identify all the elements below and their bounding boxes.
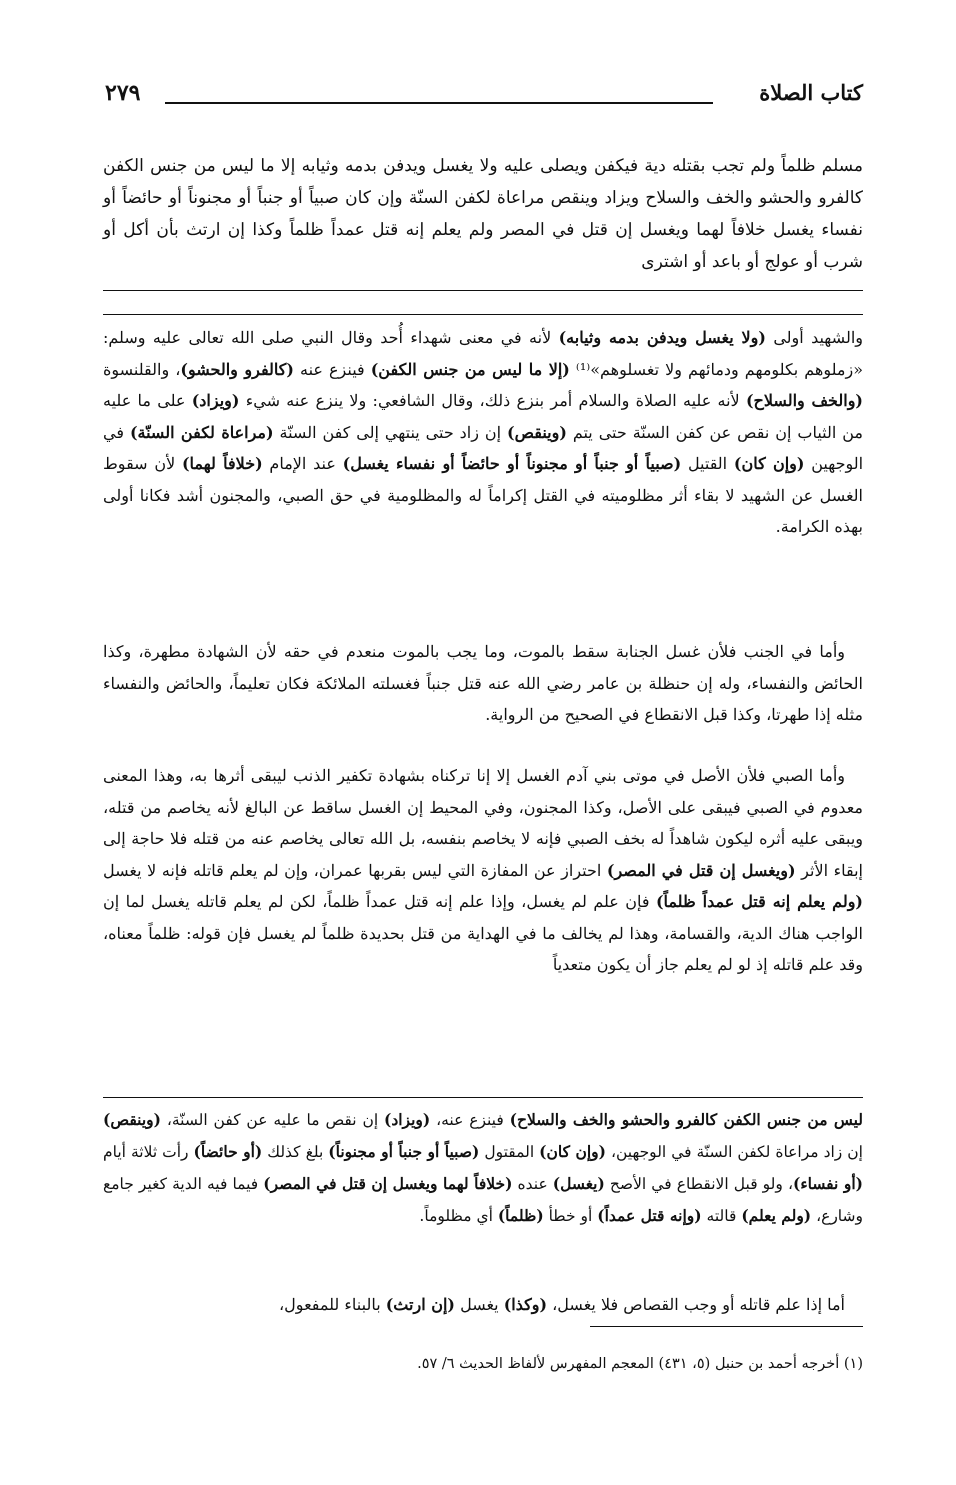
bold-matn-quote: (وإن كان) (539, 1142, 606, 1161)
sharh-paragraph-1 (103, 322, 863, 543)
bold-matn-quote: (خلافاً لهما) (181, 454, 263, 473)
text-run: إن زاد مراعاة لكفن السنّة في الوجهين، (605, 1143, 863, 1161)
bold-matn-quote: (ظلماً) (497, 1206, 544, 1225)
page-number: ٢٧٩ (105, 80, 141, 106)
matn-text (103, 150, 863, 278)
text-run: لأنه عليه الصلاة والسلام أمر بنزع ذلك، وقال الشافعي: ولا ينزع عنه شيء (239, 391, 746, 410)
hashiya-last-line (103, 1290, 863, 1320)
text-run: ⁽¹⁾ (575, 359, 591, 379)
text-run: على ما عليه من الثياب إن نقص عن كفن السنّة حتى يتم (103, 391, 863, 442)
book-title: كتاب الصلاة (759, 80, 863, 105)
sharh-paragraph-3 (103, 760, 863, 981)
footnote-rule (590, 1326, 863, 1327)
text-run: أو خطأ (543, 1207, 598, 1225)
text-run: أما إذا علم قاتله أو وجب القصاص فلا يغسل، (547, 1295, 845, 1314)
text-run: المقتول (479, 1143, 540, 1161)
footnote-text: (١) أخرجه أحمد بن حنبل (٥، ٤٣١) المعجم المفهرس لألفاظ الحديث ٦/ ٥٧. (417, 1356, 863, 1372)
sharh-paragraph-2: وأما في الجنب فلأن غسل الجنابة سقط بالموت، وما يجب بالموت منعدم في حقه لأن الشهادة مطهرة، وكذا الحائض والنفساء، وله إن حنظلة بن عامر رضي الله عنه قتل جنباً فغسلته الملائكة فكان تعليماً، والحائض والنفساء مثله إذا طهرتا، وكذا قبل الانقطاع في الصحيح من الرواية. (103, 642, 864, 724)
text-run: ، ولو قبل الانقطاع في الأصح (604, 1175, 793, 1193)
hashiya-last-block (103, 1290, 863, 1320)
text-run: لأن سقوط الغسل عن الشهيد لا بقاء أثر مظلوميته في القتل إكراماً له والمظلومية في حق الصبي، والمجنون أشد فكانا أولى بهذه الكرامة. (103, 454, 864, 536)
bold-matn-quote: (وإنه قتل عمداً) (597, 1206, 702, 1225)
footnote (103, 1350, 863, 1378)
bold-matn-quote: (كالفرو والحشو) (180, 359, 294, 379)
text-run: إن زاد حتى ينتهي إلى كفن السنّة (273, 422, 508, 442)
bold-matn-quote: (ولم يعلم) (741, 1206, 812, 1225)
text-run: فيما فيه الدية كغير جامع وشارع، (103, 1175, 863, 1225)
bold-matn-quote: (وكذا) (503, 1295, 548, 1314)
bold-matn-quote: (إلا ما ليس من جنس الكفن) (370, 359, 570, 379)
bold-matn-quote: (ويزاد) (384, 1110, 431, 1129)
matn-paragraph: مسلم ظلماً ولم تجب بقتله دية فيكفن ويصلى عليه ولا يغسل ويدفن بدمه وثيابه إلا ما ليس من جنس الكفن كالفرو والحشو والخف والسلاح ويزاد وينقص مراعاة لكفن السنّة وإن كان صبياً أو جنباً أو مجنوناً أو حائضاً أو نفساء يغسل خلافاً لهما ويغسل إن قتل في المصر ولم يعلم إنه قتل عمداً ظلماً وكذا إن ارتث بأن أكل أو شرب أو عولج أو باعد أو اشترى (103, 156, 863, 272)
bold-matn-quote: (صبياً أو جنباً أو مجنوناً) (328, 1142, 480, 1161)
bold-matn-quote: ليس من جنس الكفن كالفرو والحشو والخف والسلاح) (509, 1110, 863, 1129)
bold-matn-quote: (مراعاة لكفن السنّة) (129, 422, 274, 442)
bold-matn-quote: (صبياً أو جنباً أو مجنوناً أو حائضاً أو نفساء يغسل) (342, 454, 682, 473)
text-run: يغسل (454, 1295, 504, 1314)
bold-matn-quote: (وينقص) (103, 1110, 161, 1129)
bold-matn-quote: (ويزاد) (191, 391, 240, 410)
sharh-block-2 (103, 636, 863, 731)
text-run: القتيل (681, 454, 734, 473)
running-header (105, 80, 863, 114)
bold-matn-quote: (يغسل) (552, 1174, 605, 1193)
text-run: احتراز عن المفازة التي ليس بقربها عمران، وإن لم يعلم قاتله فإنه لا يغسل (103, 860, 607, 880)
text-run: بالبناء للمفعول، (279, 1295, 386, 1314)
bold-matn-quote: (وينقص) (507, 422, 567, 442)
bold-matn-quote: (أو نفساء) (792, 1174, 863, 1193)
bold-matn-quote: (ويغسل إن قتل في المصر) (606, 860, 796, 880)
text-run: في الوجهين (103, 422, 864, 473)
text-run: بلغ كذلك (262, 1143, 329, 1161)
text-run: عنده (512, 1175, 553, 1193)
text-run: عند الإمام (262, 454, 343, 473)
hashiya-block (103, 1104, 863, 1232)
text-run: قالته (701, 1207, 742, 1225)
sharh-block-3 (103, 760, 863, 981)
bold-matn-quote: (وإن كان) (733, 454, 805, 473)
hashiya-paragraph (103, 1104, 863, 1232)
bold-matn-quote: (أو حائضاً) (193, 1142, 263, 1161)
text-run: رأت ثلاثة أيام (103, 1143, 194, 1161)
text-run: إن نقص ما عليه عن كفن السنّة، (160, 1111, 384, 1129)
bold-matn-quote: (والخف والسلاح) (745, 391, 864, 410)
sharh-top-rule (103, 314, 863, 315)
text-run: فينزع عنه، (430, 1111, 510, 1129)
text-run: فينزع عنه (293, 359, 371, 379)
text-run: فإن علم لم يغسل، وإذا علم إنه قتل عمداً ظلماً، لكن لم يعلم قاتله يغسل لما إن الواجب هناك الدية، والقسامة، وهذا لم يخالف ما في الهداية من قتل بحديدة ظلماً لم يغسل فإن قوله: ظلماً معناه، وقد علم قاتله إذ لو لم يعلم جاز أن يكون متعدياً (103, 892, 863, 974)
bold-matn-quote: (خلافاً لهما ويغسل إن قتل في المصر) (263, 1174, 513, 1193)
text-run: لأنه في معنى شهداء أُحد وقال النبي صلى الله تعالى عليه وسلم: «زملوهم بكلومهم ودمائهم ولا تغسلوهم» (103, 328, 864, 379)
text-run: والشهيد أولى (765, 328, 863, 347)
matn-divider (103, 290, 863, 291)
bold-matn-quote: (ولا يغسل ويدفن بدمه وثيابه) (558, 328, 766, 347)
text-run: أي مظلوماً. (419, 1207, 498, 1225)
header-rule (165, 102, 713, 104)
bold-matn-quote: (إن ارتث) (385, 1295, 455, 1314)
text-run: ، والقلنسوة (103, 359, 181, 379)
sharh-block-1 (103, 322, 863, 543)
bold-matn-quote: (ولم يعلم إنه قتل عمداً ظلماً) (655, 892, 863, 911)
text-run: وأما الصبي فلأن الأصل في موتى بني آدم الغسل إلا إنا تركناه بشهادة تكفير الذنب ليبقى أثرها به، وهذا المعنى معدوم في الصبي فيبقى على الأصل، وكذا المجنون، وفي المحيط إن الغسل ساقط عن البالغ لأنه يخاصم من قتله، ويبقى عليه أثره ليكون شاهداً له بخف الصبي فإنه لا يخاصم بنفسه، بل الله تعالى يخاصم عنه من قتله فلا حاجة إلى إبقاء الأثر (103, 766, 863, 880)
hashiya-divider (103, 1097, 863, 1098)
